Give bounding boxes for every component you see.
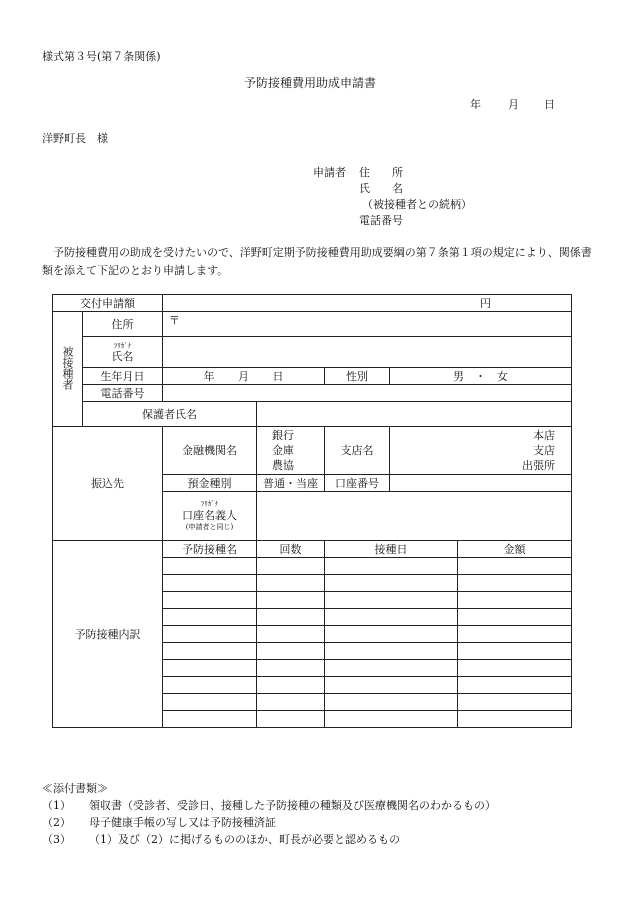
applicant-phone-label: 電話番号 (359, 214, 403, 227)
branch-type-office: 出張所 (522, 459, 556, 472)
grant-amount-field[interactable] (163, 295, 572, 312)
grant-amount-label: 交付申請額 (53, 295, 163, 312)
attachment-num: （3） (42, 833, 71, 846)
recipient-name-field[interactable] (163, 337, 572, 368)
deposit-type-label: 預金種別 (163, 475, 257, 492)
branch-type-head: 本店 (533, 429, 556, 442)
account-holder-label (163, 492, 257, 541)
attachment-text: （1）及び（2）に掲げるもののほか、町長が必要と認めるもの (89, 833, 400, 846)
birth-month: 月 (238, 369, 249, 383)
guardian-field[interactable] (257, 402, 572, 427)
birth-day: 日 (272, 369, 284, 383)
recipient-furigana-label: ﾌﾘｶﾞﾅ (113, 341, 132, 350)
date-day: 日 (544, 98, 555, 111)
account-holder-field[interactable] (257, 492, 572, 541)
intro-paragraph: 予防接種費用の助成を受けたいので、洋野町定期予防接種費用助成要綱の第７条第１項の規定により、関係書類を添えて下記のとおり申請します。 (42, 246, 592, 277)
form-title: 予防接種費用助成申請書 (244, 76, 377, 90)
date-year: 年 (470, 98, 481, 111)
yen-unit: 円 (480, 296, 492, 310)
breakdown-label: 予防接種内訳 (53, 541, 163, 728)
recipient-phone-label: 電話番号 (83, 385, 163, 402)
recipient-address-label: 住所 (83, 312, 163, 337)
birthdate-field[interactable] (163, 368, 325, 385)
postal-mark: 〒 (169, 314, 180, 327)
recipient-text: 被接種者 (61, 345, 74, 390)
applicant-name-label: 氏 名 (359, 182, 403, 195)
attachment-num: （2） (42, 816, 71, 829)
applicant-label: 申請者 (313, 166, 346, 179)
account-holder-text: 口座名義人 (182, 509, 237, 522)
bank-type-nokyo: 農協 (272, 459, 294, 472)
attachment-num: （1） (42, 799, 71, 812)
birth-year: 年 (203, 369, 215, 383)
transfer-label: 振込先 (53, 427, 163, 541)
account-number-label: 口座番号 (325, 475, 390, 492)
recipient-label (53, 312, 83, 427)
birthdate-label: 生年月日 (83, 368, 163, 385)
col-amount-header: 金額 (458, 541, 572, 558)
recipient-phone-field[interactable] (163, 385, 572, 402)
account-furigana-label: ﾌﾘｶﾞﾅ (200, 500, 219, 508)
applicant-address-label: 住 所 (359, 166, 403, 179)
col-count-header: 回数 (257, 541, 325, 558)
col-date-header: 接種日 (325, 541, 458, 558)
attachment-item (42, 816, 276, 830)
applicant-relation-label: （被接種者との続柄） (362, 198, 472, 211)
bank-type-shinkin: 金庫 (272, 444, 294, 457)
form-number: 様式第３号(第７条関係) (42, 50, 161, 63)
date-month: 月 (508, 98, 519, 111)
branch-name-label: 支店名 (325, 427, 390, 475)
attachments-header: ≪添付書類≫ (42, 782, 108, 795)
branch-type-branch: 支店 (533, 444, 556, 457)
col-vaccine-header: 予防接種名 (163, 541, 257, 558)
branch-types-field[interactable] (390, 427, 572, 475)
attachment-text: 母子健康手帳の写し又は予防接種済証 (89, 816, 276, 829)
recipient-name-label (83, 337, 163, 368)
recipient-address-field[interactable] (163, 312, 572, 337)
sex-label: 性別 (325, 368, 390, 385)
bank-type-bank: 銀行 (272, 429, 294, 442)
bank-name-label: 金融機関名 (163, 427, 257, 475)
account-number-field[interactable] (390, 475, 572, 492)
guardian-label: 保護者氏名 (83, 402, 257, 427)
account-holder-note: (申請者と同じ) (185, 523, 234, 531)
attachment-item (42, 833, 400, 847)
bank-types-field[interactable] (257, 427, 325, 475)
recipient-name-text: 氏名 (111, 349, 134, 363)
deposit-type-options[interactable]: 普通・当座 (257, 475, 325, 492)
application-table (52, 294, 572, 728)
attachment-item (42, 799, 496, 813)
attachment-text: 領収書（受診者、受診日、接種した予防接種の種類及び医療機関名のわかるもの） (89, 799, 496, 812)
addressee: 洋野町長 様 (42, 132, 108, 145)
sex-options[interactable]: 男 ・ 女 (390, 368, 572, 385)
